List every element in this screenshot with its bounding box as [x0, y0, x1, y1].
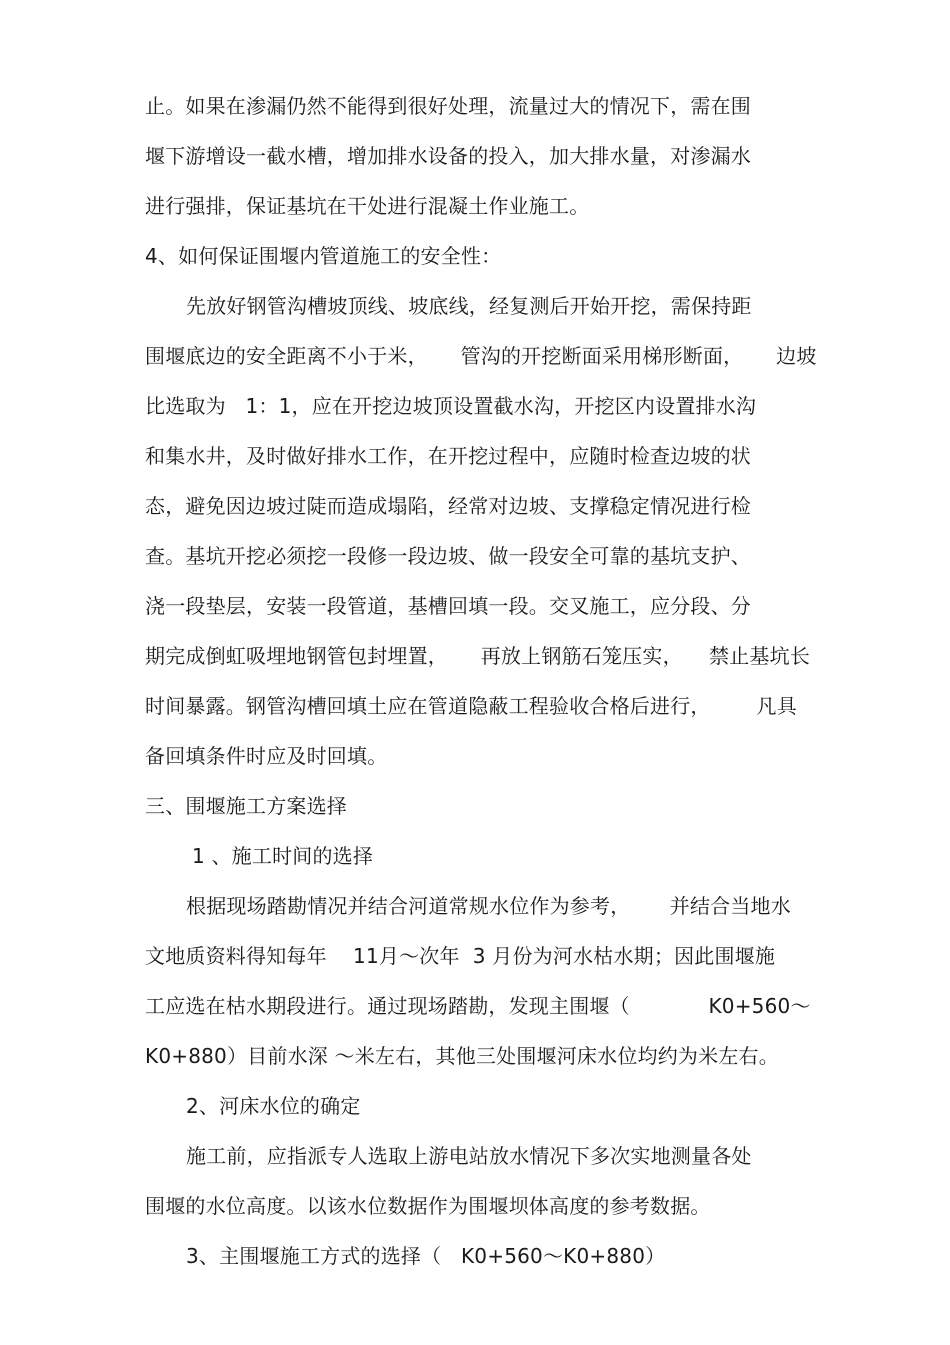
subsection-heading: 3、主围堰施工方式的选择（ K0+560～K0+880）: [186, 1244, 666, 1268]
paragraph-line: 文地质资料得知每年 11月～次年 3 月份为河水枯水期；因此围堰施: [145, 944, 776, 968]
paragraph-line: 施工前，应指派专人选取上游电站放水情况下多次实地测量各处: [186, 1144, 752, 1168]
paragraph-line: 备回填条件时应及时回填。: [145, 744, 388, 768]
paragraph-line: 和集水井，及时做好排水工作，在开挖过程中，应随时检查边坡的状: [145, 444, 751, 468]
paragraph-line: 根据现场踏勘情况并结合河道常规水位作为参考， 并结合当地水: [186, 894, 791, 918]
paragraph-line: 态，避免因边坡过陡而造成塌陷，经常对边坡、支撑稳定情况进行检: [145, 494, 751, 518]
paragraph-line: 时间暴露。钢管沟槽回填土应在管道隐蔽工程验收合格后进行， 凡具: [145, 694, 797, 718]
section-heading: 4、如何保证围堰内管道施工的安全性：: [145, 244, 502, 268]
paragraph-line: 围堰的水位高度。以该水位数据作为围堰坝体高度的参考数据。: [145, 1194, 711, 1218]
paragraph-line: 查。基坑开挖必须挖一段修一段边坡、做一段安全可靠的基坑支护、: [145, 544, 751, 568]
section-heading: 三、围堰施工方案选择: [145, 794, 347, 818]
paragraph-line: 先放好钢管沟槽坡顶线、坡底线，经复测后开始开挖，需保持距: [186, 294, 752, 318]
paragraph-line: 期完成倒虹吸埋地钢管包封埋置， 再放上钢筋石笼压实， 禁止基坑长: [145, 644, 811, 668]
subsection-heading: 1 、施工时间的选择: [192, 844, 374, 868]
paragraph-line: 止。如果在渗漏仍然不能得到很好处理，流量过大的情况下，需在围: [145, 94, 751, 118]
paragraph-line: K0+880）目前水深 ～米左右，其他三处围堰河床水位均约为米左右。: [145, 1044, 779, 1068]
paragraph-line: 围堰底边的安全距离不小于米， 管沟的开挖断面采用梯形断面， 边坡: [145, 344, 817, 368]
paragraph-line: 比选取为 1：1，应在开挖边坡顶设置截水沟，开挖区内设置排水沟: [145, 394, 757, 418]
paragraph-line: 进行强排，保证基坑在干处进行混凝土作业施工。: [145, 194, 590, 218]
paragraph-line: 堰下游增设一截水槽，增加排水设备的投入，加大排水量，对渗漏水: [145, 144, 751, 168]
subsection-heading: 2、河床水位的确定: [186, 1094, 361, 1118]
paragraph-line: 浇一段垫层，安装一段管道，基槽回填一段。交叉施工，应分段、分: [145, 594, 751, 618]
paragraph-line: 工应选在枯水期段进行。通过现场踏勘，发现主围堰（ K0+560～: [145, 994, 811, 1018]
